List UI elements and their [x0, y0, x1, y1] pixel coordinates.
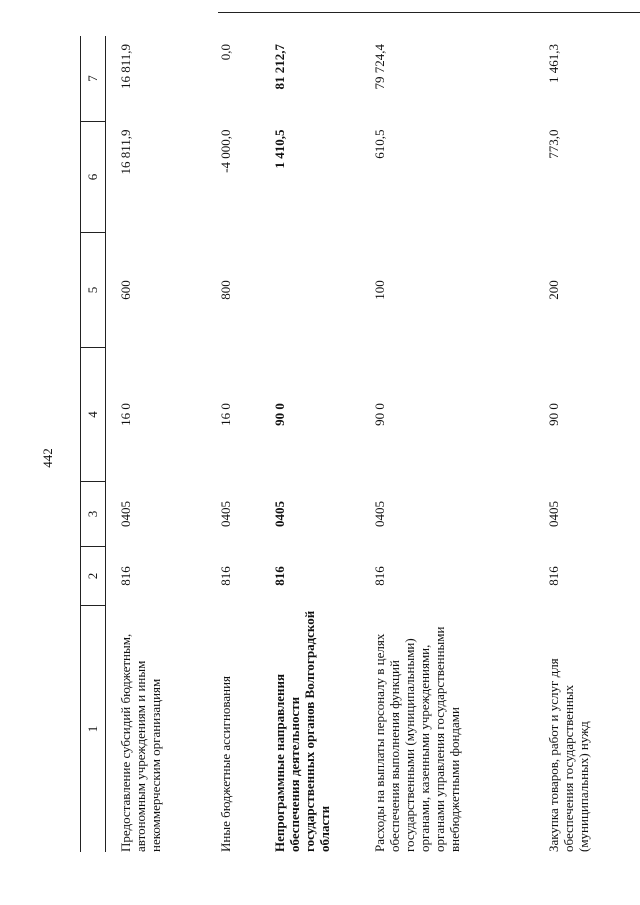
row-ministry-code: 816	[272, 566, 287, 586]
row-ministry-code: 816	[118, 566, 133, 586]
table-row	[206, 36, 260, 852]
row-change-amount: 1 410,5	[272, 129, 287, 169]
header-col-2: 2	[81, 547, 106, 606]
row-expense-type: 600	[118, 280, 133, 300]
header-col-3: 3	[81, 482, 106, 547]
scan-edge-line	[218, 12, 640, 13]
row-change-amount: 16 811,9	[118, 129, 133, 175]
row-ministry-code: 816	[218, 566, 233, 586]
row-target-code: 90 0	[372, 403, 387, 426]
row-expense-type	[260, 233, 360, 348]
header-col-1: 1	[81, 606, 106, 853]
row-change-amount: 610,5	[372, 129, 387, 159]
row-name: Непрограммные направления обеспечения деятельности государственных органов Волгоградской области	[272, 610, 332, 852]
header-col-4: 4	[81, 348, 106, 482]
table-row	[360, 36, 534, 852]
row-expense-type: 200	[546, 280, 561, 300]
table-header-row	[81, 36, 106, 852]
row-total-amount: 0,0	[218, 44, 233, 61]
row-section-code: 0405	[372, 501, 387, 527]
row-change-amount: -4 000,0	[218, 129, 233, 173]
row-target-code: 16 0	[218, 403, 233, 426]
table-row	[106, 36, 207, 852]
row-name: Закупка товаров, работ и услуг для обеспечения государственных (муниципальных) нужд	[546, 658, 591, 852]
row-ministry-code: 816	[372, 566, 387, 586]
row-expense-type: 800	[218, 280, 233, 300]
row-total-amount: 81 212,7	[272, 44, 287, 90]
page-number: 442	[40, 448, 55, 468]
row-expense-type: 100	[372, 280, 387, 300]
budget-table	[80, 36, 626, 852]
header-col-7: 7	[81, 36, 106, 122]
row-section-code: 0405	[272, 501, 287, 527]
table-row	[260, 36, 360, 852]
row-section-code: 0405	[218, 501, 233, 527]
row-name: Расходы на выплаты персоналу в целях обеспечения выполнения функций государственными (муниципальными) органами, казенными учреждениями, органами управления государственными внебюджетными фондами	[372, 626, 462, 852]
header-col-5: 5	[81, 233, 106, 348]
row-section-code: 0405	[118, 501, 133, 527]
row-name: Предоставление субсидий бюджетным, автономным учреждениям и иным некоммерческим организациям	[118, 633, 163, 852]
row-target-code: 90 0	[272, 403, 287, 426]
row-total-amount: 79 724,4	[372, 44, 387, 90]
row-ministry-code: 816	[546, 566, 561, 586]
rotated-table-area	[80, 42, 635, 852]
header-col-6: 6	[81, 122, 106, 233]
row-target-code: 16 0	[118, 403, 133, 426]
row-total-amount: 16 811,9	[118, 44, 133, 90]
table-row	[534, 36, 626, 852]
row-section-code: 0405	[546, 501, 561, 527]
row-change-amount: 773,0	[546, 129, 561, 159]
row-name: Иные бюджетные ассигнования	[218, 675, 233, 852]
row-total-amount: 1 461,3	[546, 44, 561, 83]
row-target-code: 90 0	[546, 403, 561, 426]
